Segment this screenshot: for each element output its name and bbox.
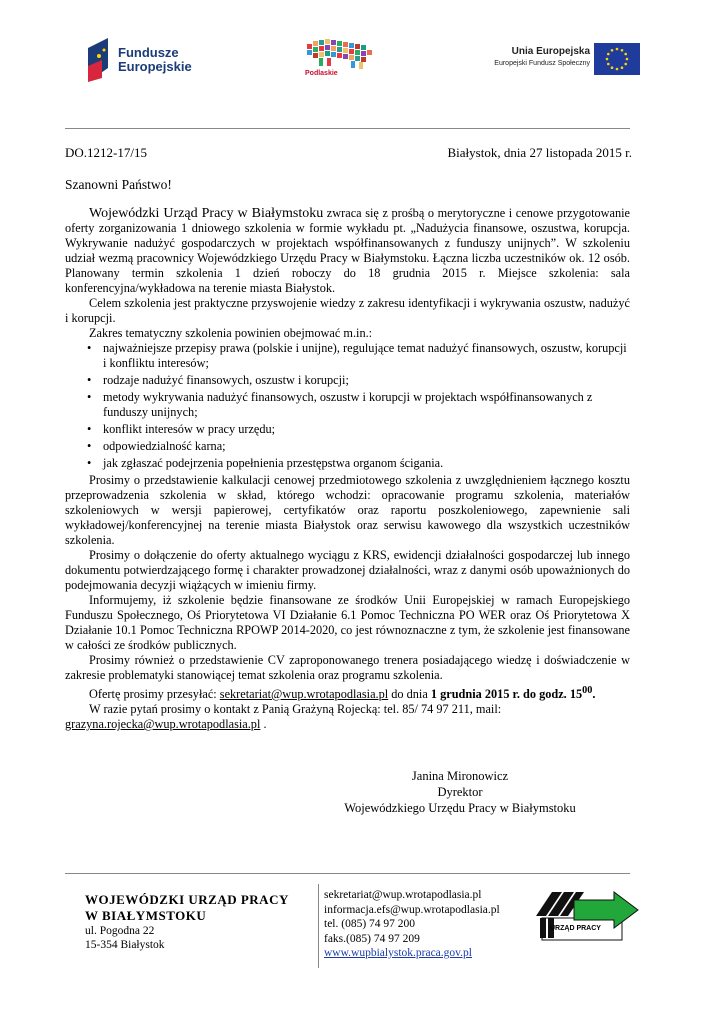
footer-website-link[interactable]: www.wupbialystok.praca.gov.pl <box>324 947 472 959</box>
footer-divider <box>65 873 630 874</box>
bullet-icon: • <box>87 341 92 355</box>
list-item: • konflikt interesów w pracy urzędu; <box>87 422 276 436</box>
list-item: • najważniejsze przepisy prawa (polskie i unijne), regulujące temat nadużyć finansowych, oszustw, korupcji i konfliktu interesów; <box>87 341 627 370</box>
bullet-icon: • <box>87 373 92 387</box>
fe-logo-line1: Fundusze <box>118 45 179 60</box>
footer-street: ul. Pogodna 22 <box>85 925 155 937</box>
contact-email-line: grazyna.rojecka@wup.wrotapodlasia.pl . <box>65 717 267 732</box>
unia-europejska-logo <box>490 43 640 77</box>
eu-flag-icon <box>594 43 640 75</box>
list-item: • rodzaje nadużyć finansowych, oszustw i korupcji; <box>87 373 349 387</box>
paragraph-intro <box>65 206 630 296</box>
footer-email-efs[interactable]: informacja.efs@wup.wrotapodlasia.pl <box>324 903 500 916</box>
signature-block <box>330 768 590 816</box>
footer-fax: faks.(085) 74 97 209 <box>324 932 420 945</box>
intro-lead: Wojewódzki Urząd Pracy w Białymstoku <box>89 206 324 221</box>
footer-contact <box>324 888 500 961</box>
reference-number: DO.1212-17/15 <box>65 145 147 160</box>
fundusze-europejskie-logo <box>88 38 198 84</box>
paragraph-goal: Celem szkolenia jest praktyczne przyswojenie wiedzy z zakresu identyfikacji i wykrywania oszustw, nadużyć i korupcji. <box>65 296 630 325</box>
podlaskie-bison-icon <box>305 38 385 70</box>
footer-address <box>85 892 289 952</box>
bullet-icon: • <box>87 456 92 470</box>
footer-city: 15-354 Białystok <box>85 939 165 951</box>
paragraph-funding: Informujemy, iż szkolenie będzie finansowane ze środków Unii Europejskiej w ramach Europejskiego Funduszu Społecznego, Oś Priorytetowa VI Działanie 6.1 Pomoc Techniczna PO WER oraz Oś Priorytetowa X Działanie 10.1 Pomoc Techniczna RPOWP 2014-2020, co jest równoznaczne z tym, że szkolenie jest finansowane w całości ze środków publicznych. <box>65 593 630 652</box>
bullet-icon: • <box>87 439 92 453</box>
ue-title: Unia Europejska <box>511 46 590 57</box>
salutation: Szanowni Państwo! <box>65 177 172 192</box>
list-item: • metody wykrywania nadużyć finansowych, oszustw i korupcji w projektach współfinansowanych z funduszy unijnych; <box>87 390 593 419</box>
podlaskie-logo-text: Podlaskie <box>305 70 338 77</box>
topics-list <box>87 341 630 471</box>
urzad-pracy-logo-caption: URZĄD PRACY <box>550 925 601 932</box>
paragraph-cv: Prosimy również o przedstawienie CV zaproponowanego trenera posiadającego wiedzę i doświadczenie w zakresie problematyki stanowiącej temat szkolenia oraz programu szkolenia. <box>65 653 630 682</box>
paragraph-documents: Prosimy o dołączenie do oferty aktualnego wyciągu z KRS, ewidencji działalności gospodarczej lub innego dokumentu potwierdzającego formę i charakter prowadzonej działalności, wraz z danymi osób upoważnionych do podejmowania decyzji wiążących w imieniu firmy. <box>65 548 630 592</box>
contact-email-link[interactable]: grazyna.rojecka@wup.wrotapodlasia.pl <box>65 717 261 732</box>
footer-org-line2: W BIAŁYMSTOKU <box>85 908 207 923</box>
paragraph-costs: Prosimy o przedstawienie kalkulacji cenowej przedmiotowego szkolenia z uwzględnieniem łącznego kosztu przeprowadzenia szkolenia w skład, którego wchodzi: opracowanie programu szkolenia, materiałów szkoleniowych w wersji papierowej, certyfikatów oraz raportu poszkoleniowego, zapewnienie sali wykładowej/konferencyjnej na terenie miasta Białystok oraz serwisu kawowego dla wszystkich uczestników szkolenia. <box>65 473 630 547</box>
header-divider <box>65 128 630 129</box>
signatory-org: Wojewódzkiego Urzędu Pracy w Białymstoku <box>344 801 576 815</box>
list-item: • jak zgłaszać podejrzenia popełnienia przestępstwa organom ścigania. <box>87 456 444 470</box>
bullet-icon: • <box>87 422 92 436</box>
fe-logo-line2: Europejskie <box>118 59 192 74</box>
urzad-pracy-arrow-icon <box>532 882 642 944</box>
ue-subtitle: Europejski Fundusz Społeczny <box>494 60 590 67</box>
signatory-name: Janina Mironowicz <box>411 769 509 783</box>
urzad-pracy-logo <box>532 882 642 944</box>
fundusze-europejskie-flag-icon <box>88 38 112 82</box>
footer-email-secretariat[interactable]: sekretariat@wup.wrotapodlasia.pl <box>324 889 482 901</box>
paragraph-submission: Ofertę prosimy przesyłać: sekretariat@wup.wrotapodlasia.pl do dnia 1 grudnia 2015 r. do godz. $15^{00}$. <box>89 685 596 702</box>
footer-phone: tel. (085) 74 97 200 <box>324 918 416 930</box>
paragraph-contact: W razie pytań prosimy o kontakt z Panią Grażyną Rojecką: tel. 85/ 74 97 211, mail: <box>89 702 502 717</box>
footer-vertical-divider <box>318 884 319 968</box>
letter-date: Białystok, dnia 27 listopada 2015 r. <box>447 145 632 160</box>
deadline: 1 grudnia 2015 r. do godz. $15^{00}$ <box>430 685 593 702</box>
letter-body <box>65 206 630 732</box>
podlaskie-logo <box>305 38 385 80</box>
signatory-title: Dyrektor <box>437 785 483 799</box>
paragraph-scope: Zakres tematyczny szkolenia powinien obejmować m.in.: <box>89 326 373 340</box>
bullet-icon: • <box>87 390 92 404</box>
intro-text: zwraca się z prośbą o merytoryczne i cenowe przygotowanie oferty zorganizowania 1 dniowego szkolenia w formie wykładu pt. „Nadużycia finansowe, oszustwa, korupcja. Wykrywanie nadużyć gospodarczych w projektach współfinansowanych z funduszy unijnych”. W szkoleniu udział wezmą pracownicy Wojewódzkiego Urzędu Pracy w Białymstoku. Łączna liczba uczestników ok. 12 osób. Planowany termin szkolenia 1 dzień roboczy do 18 grudnia 2015 r. Miejsce szkolenia: sala konferencyjna/wykładowa na terenie miasta Białystok. <box>65 206 631 295</box>
submission-email-link[interactable]: sekretariat@wup.wrotapodlasia.pl <box>219 687 389 702</box>
footer-org-line1: WOJEWÓDZKI URZĄD PRACY <box>85 892 289 907</box>
list-item: • odpowiedzialność karna; <box>87 439 226 453</box>
